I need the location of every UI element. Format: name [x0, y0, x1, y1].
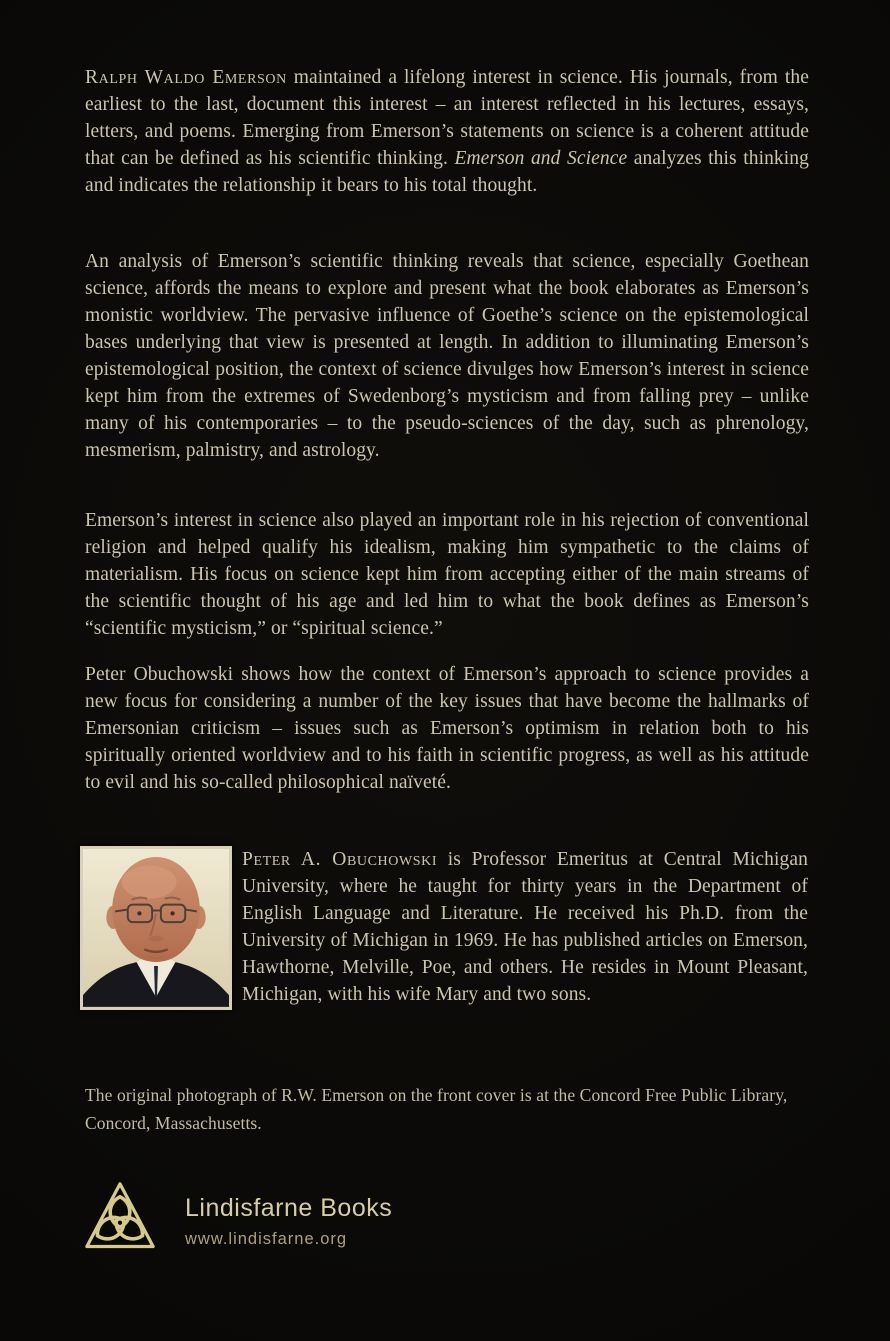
author-portrait-photo: [80, 846, 232, 1010]
author-name-smallcaps: Ralph Waldo Emerson: [85, 67, 287, 88]
author-bio-section: [80, 846, 808, 1010]
synopsis-paragraph-2: An analysis of Emerson’s scientific thinking reveals that science, especially Goethean science, affords the means to explore and present what the book elaborates as Emerson’s monistic worldview. The pervasive influence of Goethe’s science on the epistemological bases underlying that view is presented at length. In addition to illuminating Emerson’s epistemological position, the context of science divulges how Emerson’s interest in science kept him from the extremes of Swedenborg’s mysticism and from falling prey – unlike many of his contemporaries – to the pseudo-sciences of the day, such as phrenology, mesmerism, palmistry, and astrology.: [85, 251, 809, 461]
lindisfarne-logo-icon: [81, 1181, 159, 1253]
publisher-footer: [81, 1181, 392, 1253]
synopsis-paragraph-3: Emerson’s interest in science also played an important role in his rejection of conventional religion and helped qualify his idealism, making him sympathetic to the claims of materialism. His focus on science kept him from accepting either of the main streams of the scientific thought of his age and led him to what the book defines as Emerson’s “scientific mysticism,” or “spiritual science.”: [85, 510, 809, 639]
publisher-website: www.lindisfarne.org: [185, 1229, 348, 1248]
author-bio-name-smallcaps: Peter A. Obuchowski: [242, 849, 438, 870]
synopsis-p1-text-2: analyzes this thinking and indicates the relationship it bears to his total thought.: [85, 148, 810, 196]
photo-credit-note: The original photograph of R.W. Emerson on the front cover is at the Concord Free Public Library, Concord, Massachusetts.: [85, 1084, 788, 1133]
publisher-brand-block: [185, 1186, 392, 1249]
synopsis-p1-text-1: maintained a lifelong interest in science. His journals, from the earliest to the last, document this interest – an interest reflected in his lectures, essays, letters, and poems. Emerging from Emerson’s statements on science is a coherent attitude that can be defined as his scientific thinking.: [85, 67, 809, 169]
publisher-name: Lindisfarne Books: [185, 1193, 393, 1222]
book-title-italic: Emerson and Science: [454, 148, 628, 169]
author-bio-body: is Professor Emeritus at Central Michigan University, where he taught for thirty years in the Department of English Language and Literature. He received his Ph.D. from the University of Michigan in 1969. He has published articles on Emerson, Hawthorne, Melville, Poe, and others. He resides in Mount Pleasant, Michigan, with his wife Mary and two sons.: [242, 849, 809, 1005]
author-bio-text: [242, 846, 808, 1008]
triquetra-triangle-logo: [81, 1181, 159, 1253]
author-portrait-illustration: [83, 849, 229, 1007]
synopsis-paragraph-1: [85, 64, 809, 199]
synopsis-paragraph-4: Peter Obuchowski shows how the context of Emerson’s approach to science provides a new focus for considering a number of the key issues that have become the hallmarks of Emersonian criticism – issues such as Emerson’s optimism in relation both to his spiritually oriented worldview and to his faith in scientific progress, as well as his attitude to evil and his so-called philosophical naïveté.: [85, 664, 809, 793]
